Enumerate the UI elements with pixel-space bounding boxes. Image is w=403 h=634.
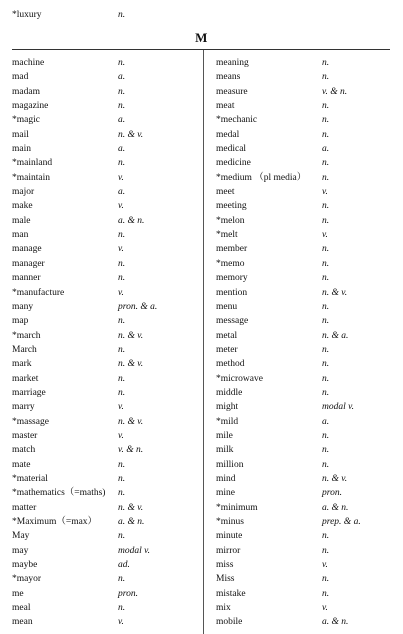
right-column-entry (216, 372, 396, 386)
entry-part-of-speech: v. (118, 402, 124, 413)
entry-word: May (12, 531, 30, 542)
entry-part-of-speech: n. (322, 301, 330, 312)
left-column-entry (12, 558, 192, 572)
entry-part-of-speech: v. (322, 187, 328, 198)
entry-word: meat (216, 101, 235, 112)
entry-word: *minimum (216, 502, 258, 513)
entry-word: miss (216, 560, 234, 571)
entry-word: mobile (216, 617, 243, 628)
entry-word: metal (216, 330, 238, 341)
left-column-entry (12, 529, 192, 543)
entry-word: mean (12, 617, 33, 628)
left-column-entry (12, 286, 192, 300)
entry-word: means (216, 72, 241, 83)
entry-word: map (12, 316, 29, 327)
left-column-entry (12, 113, 192, 127)
right-column-entry (216, 429, 396, 443)
entry-word: minute (216, 531, 243, 542)
entry-part-of-speech: n. (322, 445, 330, 456)
right-column-entry (216, 271, 396, 285)
entry-word: measure (216, 86, 248, 97)
left-column-entry (12, 171, 192, 185)
entry-part-of-speech: n. (322, 531, 330, 542)
right-column-entry (216, 257, 396, 271)
right-column-entry (216, 185, 396, 199)
right-column-entry (216, 171, 396, 185)
right-column-entry (216, 615, 396, 629)
left-column-entry (12, 142, 192, 156)
left-column-entry (12, 587, 192, 601)
right-column-entry (216, 501, 396, 515)
top-entry (12, 10, 192, 24)
right-column-entry (216, 400, 396, 414)
right-column-entry (216, 357, 396, 371)
entry-word: memory (216, 273, 248, 284)
entry-part-of-speech: n. (322, 129, 330, 140)
entry-word: *minus (216, 517, 244, 527)
entry-word: message (216, 316, 249, 327)
left-column-entry (12, 472, 192, 486)
entry-part-of-speech: n. (322, 430, 330, 441)
entry-part-of-speech: n. (118, 316, 126, 327)
left-column-entry (12, 99, 192, 113)
right-column-entry (216, 558, 396, 572)
left-column-entry (12, 300, 192, 314)
entry-part-of-speech: v. (322, 560, 328, 571)
entry-word: maybe (12, 560, 38, 571)
entry-word: *memo (216, 258, 245, 269)
entry-part-of-speech: v. & n. (322, 86, 348, 97)
right-column-entry (216, 572, 396, 586)
entry-part-of-speech: n. (118, 86, 126, 97)
right-column-entry (216, 486, 396, 500)
right-column-entry (216, 156, 396, 170)
entry-part-of-speech: v. (322, 603, 328, 614)
entry-word: member (216, 244, 248, 255)
entry-part-of-speech: v. (118, 172, 124, 183)
entry-word: major (12, 187, 35, 198)
entry-word: *march (12, 330, 41, 341)
left-column-entry (12, 357, 192, 371)
left-column-entry (12, 572, 192, 586)
entry-part-of-speech: pron. & a. (118, 301, 158, 312)
entry-part-of-speech: n. (322, 115, 330, 126)
entry-part-of-speech: n. (322, 545, 330, 556)
entry-word: mate (12, 459, 31, 470)
entry-word: *medium （pl media） (216, 172, 307, 183)
entry-word: marry (12, 402, 35, 413)
entry-part-of-speech: v. (322, 230, 328, 241)
entry-word: mine (216, 488, 235, 499)
entry-part-of-speech: n. (118, 373, 126, 384)
entry-word: *Maximum（=max） (12, 517, 98, 527)
entry-word: mistake (216, 588, 246, 599)
entry-part-of-speech: n. (322, 244, 330, 255)
left-column-entry (12, 544, 192, 558)
right-column-entry (216, 242, 396, 256)
left-column-entry (12, 214, 192, 228)
entry-part-of-speech: n. (322, 101, 330, 112)
entry-word: medical (216, 144, 247, 155)
entry-word: manage (12, 244, 42, 255)
entry-part-of-speech: n. & v. (118, 129, 144, 140)
right-word-column (216, 56, 396, 630)
left-column-entry (12, 56, 192, 70)
entry-part-of-speech: n. (118, 488, 126, 499)
left-column-entry (12, 372, 192, 386)
right-column-entry (216, 56, 396, 70)
entry-word: mind (216, 473, 236, 484)
entry-part-of-speech: ad. (118, 560, 130, 571)
entry-word: menu (216, 301, 238, 312)
entry-word: mad (12, 72, 29, 83)
entry-part-of-speech: n. & v. (118, 359, 144, 370)
entry-part-of-speech: v. (118, 201, 124, 212)
entry-word: mark (12, 359, 32, 370)
entry-part-of-speech: n. (322, 158, 330, 169)
entry-word: middle (216, 387, 243, 398)
entry-part-of-speech: n. (322, 344, 330, 355)
entry-word: main (12, 144, 31, 155)
left-column-entry (12, 343, 192, 357)
entry-part-of-speech: n. (118, 273, 126, 284)
entry-part-of-speech: a. (118, 72, 126, 83)
entry-word: *microwave (216, 373, 263, 384)
entry-word: make (12, 201, 33, 212)
right-column-entry (216, 113, 396, 127)
left-column-entry (12, 615, 192, 629)
left-word-column (12, 56, 192, 630)
right-column-entry (216, 85, 396, 99)
entry-word: market (12, 373, 39, 384)
entry-part-of-speech: a. (118, 187, 126, 198)
right-column-entry (216, 128, 396, 142)
left-column-entry (12, 443, 192, 457)
entry-word: *manufacture (12, 287, 65, 298)
left-column-entry (12, 314, 192, 328)
entry-word: *maintain (12, 172, 50, 183)
left-column-entry (12, 601, 192, 615)
left-column-entry (12, 501, 192, 515)
left-column-entry (12, 329, 192, 343)
entry-part-of-speech: n. & v. (118, 502, 144, 513)
right-column-entry (216, 199, 396, 213)
entry-word: mirror (216, 545, 241, 556)
entry-word: may (12, 545, 29, 556)
entry-word: me (12, 588, 24, 599)
right-column-entry (216, 472, 396, 486)
entry-part-of-speech: n. (322, 172, 330, 183)
entry-part-of-speech: v. (118, 244, 124, 255)
entry-part-of-speech: modal v. (322, 402, 355, 413)
entry-word: mile (216, 430, 233, 441)
entry-part-of-speech: a. (322, 144, 330, 155)
left-column-entry (12, 400, 192, 414)
entry-part-of-speech: n. (322, 359, 330, 370)
left-column-entry (12, 386, 192, 400)
entry-part-of-speech: n. (118, 459, 126, 470)
right-column-entry (216, 314, 396, 328)
entry-part-of-speech: pron. (322, 488, 342, 499)
entry-part-of-speech: n. (118, 101, 126, 112)
entry-word: marriage (12, 387, 46, 398)
right-column-entry (216, 343, 396, 357)
entry-part-of-speech: n. (322, 72, 330, 83)
entry-part-of-speech: modal v. (118, 545, 151, 556)
entry-part-of-speech: a. & n. (322, 617, 349, 628)
entry-part-of-speech: n. (322, 387, 330, 398)
entry-part-of-speech: pron. (118, 588, 138, 599)
entry-word: *mild (216, 416, 239, 427)
entry-word: medal (216, 129, 240, 140)
entry-part-of-speech: n. (118, 230, 126, 241)
top-entry-word: *luxury (12, 10, 42, 20)
left-column-entry (12, 486, 192, 500)
entry-part-of-speech: n. (322, 201, 330, 212)
entry-part-of-speech: a. & n. (322, 502, 349, 513)
entry-part-of-speech: a. (118, 115, 126, 126)
right-column-entry (216, 601, 396, 615)
column-divider (203, 50, 204, 634)
entry-word: meal (12, 603, 31, 614)
right-column-entry (216, 300, 396, 314)
entry-part-of-speech: n. (118, 387, 126, 398)
entry-word: might (216, 402, 239, 413)
entry-word: man (12, 230, 29, 241)
entry-word: manner (12, 273, 41, 284)
entry-word: medicine (216, 158, 251, 169)
entry-word: machine (12, 58, 45, 68)
entry-part-of-speech: n. & v. (118, 330, 144, 341)
entry-part-of-speech: v. & n. (118, 445, 144, 456)
entry-word: meet (216, 187, 235, 198)
entry-part-of-speech: n. (118, 574, 126, 585)
entry-word: *mathematics（=maths) (12, 488, 106, 499)
entry-part-of-speech: n. (118, 344, 126, 355)
entry-word: milk (216, 445, 234, 456)
entry-part-of-speech: n. (322, 273, 330, 284)
left-column-entry (12, 415, 192, 429)
entry-word: *magic (12, 115, 40, 126)
entry-word: *mechanic (216, 115, 258, 126)
left-column-entry (12, 242, 192, 256)
top-entry-pos: n. (118, 10, 126, 20)
right-column-entry (216, 544, 396, 558)
entry-part-of-speech: n. & a. (322, 330, 349, 341)
entry-part-of-speech: a. (322, 416, 330, 427)
entry-part-of-speech: n. (322, 373, 330, 384)
entry-part-of-speech: n. (322, 574, 330, 585)
entry-word: *melon (216, 215, 245, 226)
left-column-entry (12, 199, 192, 213)
right-column-entry (216, 70, 396, 84)
entry-part-of-speech: n. (322, 215, 330, 226)
entry-word: madam (12, 86, 40, 97)
left-column-entry (12, 271, 192, 285)
entry-part-of-speech: n. (322, 58, 330, 68)
entry-word: manager (12, 258, 45, 269)
entry-word: match (12, 445, 36, 456)
entry-part-of-speech: n. & v. (322, 473, 348, 484)
left-column-entry (12, 228, 192, 242)
entry-word: mail (12, 129, 29, 140)
entry-part-of-speech: v. (118, 287, 124, 298)
right-column-entry (216, 458, 396, 472)
left-column-entry (12, 185, 192, 199)
entry-part-of-speech: v. (118, 617, 124, 628)
entry-word: method (216, 359, 245, 370)
right-column-entry (216, 386, 396, 400)
entry-part-of-speech: a. & n. (118, 517, 145, 527)
entry-part-of-speech: n. (322, 316, 330, 327)
left-column-entry (12, 70, 192, 84)
entry-part-of-speech: v. (118, 430, 124, 441)
entry-part-of-speech: n. (322, 258, 330, 269)
entry-word: many (12, 301, 34, 312)
entry-part-of-speech: n. (322, 588, 330, 599)
entry-word: master (12, 430, 38, 441)
right-column-entry (216, 214, 396, 228)
entry-word: matter (12, 502, 37, 513)
section-letter-heading: M (195, 30, 208, 45)
entry-part-of-speech: n. & v. (118, 416, 144, 427)
right-column-entry (216, 529, 396, 543)
entry-part-of-speech: n. (118, 158, 126, 169)
entry-word: *material (12, 473, 48, 484)
left-column-entry (12, 257, 192, 271)
entry-part-of-speech: n. (118, 473, 126, 484)
right-column-entry (216, 142, 396, 156)
left-column-entry (12, 128, 192, 142)
entry-part-of-speech: n. & v. (322, 287, 348, 298)
entry-part-of-speech: a. (118, 144, 126, 155)
entry-part-of-speech: a. & n. (118, 215, 145, 226)
right-column-entry (216, 286, 396, 300)
right-column-entry (216, 515, 396, 529)
left-column-entry (12, 429, 192, 443)
entry-word: *melt (216, 230, 238, 241)
entry-word: *mayor (12, 574, 42, 585)
left-column-entry (12, 515, 192, 529)
entry-word: mix (216, 603, 231, 614)
entry-word: Miss (216, 574, 235, 585)
entry-word: million (216, 459, 244, 470)
entry-word: meter (216, 344, 238, 355)
left-column-entry (12, 458, 192, 472)
heading-divider (12, 49, 390, 50)
right-column-entry (216, 587, 396, 601)
right-column-entry (216, 329, 396, 343)
entry-part-of-speech: n. (118, 603, 126, 614)
entry-word: March (12, 344, 37, 355)
left-column-entry (12, 85, 192, 99)
entry-word: magazine (12, 101, 49, 112)
entry-part-of-speech: n. (118, 258, 126, 269)
entry-word: *mainland (12, 158, 53, 169)
entry-part-of-speech: prep. & a. (322, 517, 361, 527)
entry-word: *massage (12, 416, 49, 427)
entry-part-of-speech: n. (118, 531, 126, 542)
entry-word: male (12, 215, 31, 226)
right-column-entry (216, 99, 396, 113)
right-column-entry (216, 415, 396, 429)
entry-word: mention (216, 287, 248, 298)
entry-word: meeting (216, 201, 247, 212)
entry-word: meaning (216, 58, 249, 68)
entry-part-of-speech: n. (118, 58, 126, 68)
entry-part-of-speech: n. (322, 459, 330, 470)
left-column-entry (12, 156, 192, 170)
right-column-entry (216, 228, 396, 242)
right-column-entry (216, 443, 396, 457)
